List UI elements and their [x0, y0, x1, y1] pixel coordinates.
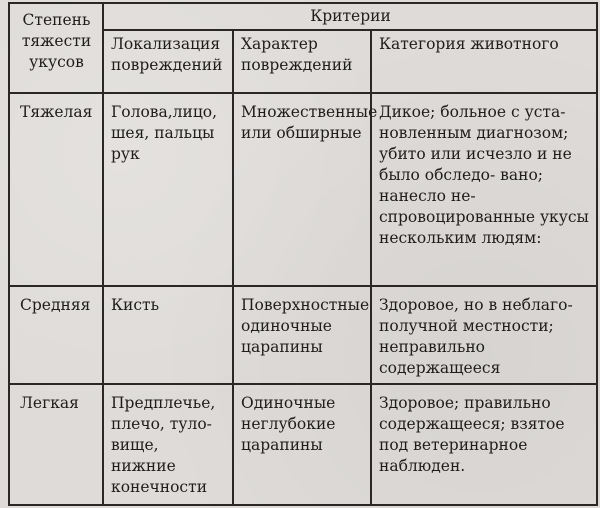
nature-header-text: Характер повреждений [241, 35, 353, 74]
localization-cell [103, 286, 233, 385]
localization-cell [103, 384, 233, 505]
severity-cell [9, 93, 103, 286]
bite-severity-table [8, 2, 598, 506]
table-row-light [9, 384, 597, 505]
nature-header [233, 30, 371, 93]
animal-text: Дикое; больное с уста- новленным диагнозом; убито или исчезло и не было обследо- вано; нанесло не- спровоцированные укусы нескольким людям: [379, 103, 589, 247]
nature-text: Множественные или обширные [241, 103, 378, 142]
header-row [9, 3, 597, 30]
animal-cell [371, 286, 597, 385]
severity-cell [9, 286, 103, 385]
nature-cell [233, 384, 371, 505]
table-row-medium [9, 286, 597, 385]
table-row-severe [9, 93, 597, 286]
animal-category-header-text: Категория животного [379, 35, 559, 53]
nature-cell [233, 93, 378, 286]
criteria-header [103, 3, 597, 30]
localization-header-text: Локализация повреждений [111, 35, 223, 74]
localization-text: Голова,лицо, шея, пальцы рук [111, 103, 218, 163]
severity-text: Легкая [20, 394, 79, 413]
severity-cell [9, 384, 103, 505]
severity-header-text: Степень тяжести укусов [21, 11, 92, 71]
animal-text: Здоровое, но в неблаго- получной местности; неправильно содержащееся [379, 295, 573, 377]
localization-text: Кисть [111, 295, 160, 314]
animal-cell [371, 93, 597, 286]
severity-text: Тяжелая [20, 103, 93, 121]
localization-text: Предплечье, плечо, туло- вище, нижние конечности [111, 394, 216, 497]
animal-category-header [371, 30, 597, 93]
nature-cell [233, 286, 371, 385]
criteria-header-text: Критерии [310, 7, 391, 25]
nature-text: Одиночные неглубокие царапины [241, 394, 336, 455]
nature-text: Поверхностные одиночные царапины [241, 295, 370, 356]
severity-text: Средняя [20, 295, 91, 314]
localization-header [103, 30, 233, 93]
animal-text: Здоровое; правильно содержащееся; взятое под ветеринарное наблюден. [379, 394, 565, 476]
animal-cell [371, 384, 597, 505]
localization-cell [103, 93, 233, 286]
severity-header [9, 3, 103, 93]
